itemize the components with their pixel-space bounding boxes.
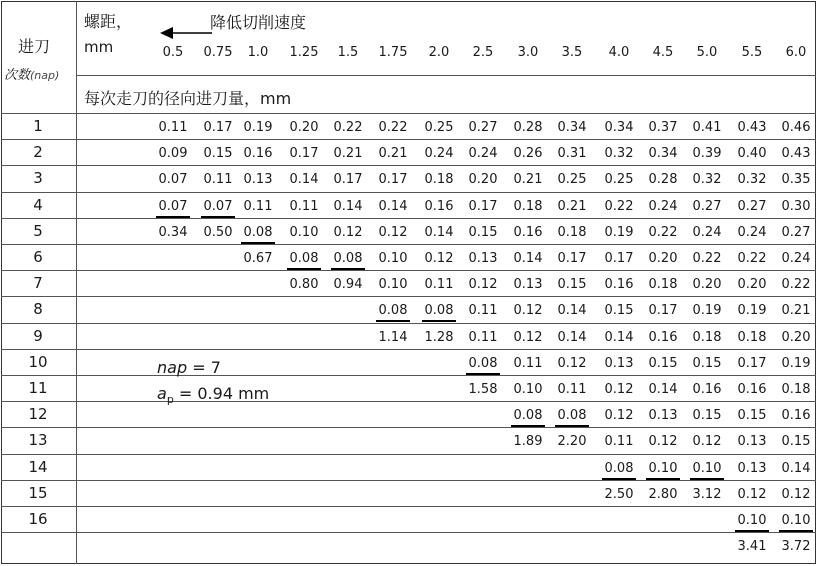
- feed-value-cell: 0.08: [557, 408, 587, 423]
- feed-value-cell: 0.08: [333, 251, 363, 266]
- feed-value-cell: 0.08: [468, 356, 498, 371]
- feed-label: 进刀: [18, 37, 51, 56]
- nap-value: = 7: [187, 358, 221, 377]
- feed-value-cell: 3.12: [692, 487, 722, 502]
- pitch-value: 2.5: [472, 45, 494, 60]
- pitch-label: 螺距，: [84, 12, 133, 31]
- row-number: 3: [33, 169, 43, 187]
- feed-value-cell: 0.16: [648, 330, 678, 345]
- feed-value-cell: 0.17: [468, 199, 498, 214]
- row-number: 12: [28, 405, 48, 423]
- pitch-value: 1.5: [337, 45, 359, 60]
- feed-value-cell: 0.32: [737, 172, 767, 187]
- feed-value-cell: 0.12: [424, 251, 454, 266]
- nap-note: [157, 358, 221, 377]
- row-divider: [1, 192, 816, 193]
- feed-value-cell: 0.41: [692, 120, 722, 135]
- feed-value-cell: 0.11: [468, 330, 498, 345]
- feed-value-cell: 0.24: [692, 225, 722, 240]
- feed-value-cell: 0.34: [557, 120, 587, 135]
- feed-value-cell: 0.12: [378, 225, 408, 240]
- feed-value-cell: 0.12: [333, 225, 363, 240]
- feed-value-cell: 0.18: [424, 172, 454, 187]
- feed-value-cell: 0.22: [781, 277, 811, 292]
- row-number: 1: [33, 117, 43, 135]
- feed-value-cell: 0.32: [604, 146, 634, 161]
- row-divider: [1, 349, 816, 350]
- feed-value-cell: 0.21: [333, 146, 363, 161]
- final-pass-underline: [690, 478, 724, 480]
- feed-value-cell: 0.43: [737, 120, 767, 135]
- pitch-unit: mm: [84, 38, 114, 56]
- feed-value-cell: 0.94: [333, 277, 363, 292]
- feed-value-cell: 0.16: [243, 146, 273, 161]
- row-divider: [1, 165, 816, 166]
- feed-value-cell: 0.08: [424, 303, 454, 318]
- feed-value-cell: 0.07: [158, 199, 188, 214]
- feed-value-cell: 0.43: [781, 146, 811, 161]
- feed-value-cell: 0.15: [557, 277, 587, 292]
- feed-value-cell: 0.31: [557, 146, 587, 161]
- final-pass-underline: [376, 320, 410, 322]
- feed-value-cell: 0.24: [781, 251, 811, 266]
- feed-value-cell: 0.15: [692, 356, 722, 371]
- feed-value-cell: 0.20: [289, 120, 319, 135]
- final-pass-underline: [201, 216, 235, 218]
- feed-value-cell: 0.16: [513, 225, 543, 240]
- row-number: 2: [33, 143, 43, 161]
- feed-value-cell: 0.27: [468, 120, 498, 135]
- pitch-value: 1.75: [378, 45, 408, 60]
- feed-value-cell: 0.10: [692, 461, 722, 476]
- feed-value-cell: 0.20: [781, 330, 811, 345]
- feed-value-cell: 0.40: [737, 146, 767, 161]
- feed-value-cell: 0.10: [378, 277, 408, 292]
- feed-value-cell: 0.24: [648, 199, 678, 214]
- feed-value-cell: 0.10: [737, 513, 767, 528]
- feed-value-cell: 0.14: [604, 330, 634, 345]
- feed-value-cell: 0.24: [424, 146, 454, 161]
- feed-value-cell: 0.16: [781, 408, 811, 423]
- feed-value-cell: 0.34: [648, 146, 678, 161]
- radial-feed-label: 每次走刀的径向进刀量，mm: [84, 89, 292, 108]
- feed-value-cell: 0.17: [557, 251, 587, 266]
- feed-value-cell: 0.46: [781, 120, 811, 135]
- feed-value-cell: 0.10: [378, 251, 408, 266]
- left-arrow-icon: [160, 26, 212, 40]
- feed-value-cell: 0.12: [604, 408, 634, 423]
- feed-value-cell: 3.72: [781, 539, 811, 554]
- feed-value-cell: 0.12: [692, 434, 722, 449]
- feed-value-cell: 0.25: [557, 172, 587, 187]
- feed-value-cell: 2.20: [557, 434, 587, 449]
- row-number: 6: [33, 248, 43, 266]
- final-pass-underline: [287, 268, 321, 270]
- row-divider: [1, 506, 816, 507]
- feed-value-cell: 2.50: [604, 487, 634, 502]
- header-divider: [76, 75, 816, 76]
- feed-value-cell: 0.19: [692, 303, 722, 318]
- feed-value-cell: 0.08: [378, 303, 408, 318]
- feed-value-cell: 0.17: [648, 303, 678, 318]
- feed-value-cell: 0.20: [692, 277, 722, 292]
- feed-value-cell: 0.11: [158, 120, 188, 135]
- feed-value-cell: 0.21: [781, 303, 811, 318]
- feed-value-cell: 0.13: [737, 434, 767, 449]
- ap-value: = 0.94 mm: [173, 384, 270, 403]
- feed-value-cell: 0.08: [289, 251, 319, 266]
- final-pass-underline: [779, 530, 813, 532]
- feed-value-cell: 0.16: [737, 382, 767, 397]
- row-number: 13: [28, 431, 48, 449]
- row-divider: [1, 480, 816, 481]
- feed-value-cell: 0.18: [648, 277, 678, 292]
- feed-value-cell: 0.19: [243, 120, 273, 135]
- feed-value-cell: 0.10: [289, 225, 319, 240]
- feed-value-cell: 0.11: [203, 172, 233, 187]
- final-pass-underline: [646, 478, 680, 480]
- row-number: 11: [28, 379, 48, 397]
- feed-value-cell: 0.25: [424, 120, 454, 135]
- row-divider: [1, 427, 816, 428]
- feed-value-cell: 0.22: [648, 225, 678, 240]
- row-divider: [1, 401, 816, 402]
- feed-value-cell: 0.11: [468, 303, 498, 318]
- feed-value-cell: 0.15: [604, 303, 634, 318]
- feed-value-cell: 0.09: [158, 146, 188, 161]
- feed-value-cell: 0.11: [424, 277, 454, 292]
- pitch-value: 5.5: [741, 45, 763, 60]
- feed-value-cell: 0.14: [781, 461, 811, 476]
- final-pass-underline: [555, 425, 589, 427]
- feed-value-cell: 0.13: [604, 356, 634, 371]
- feed-value-cell: 0.67: [243, 251, 273, 266]
- feed-value-cell: 0.22: [692, 251, 722, 266]
- feed-value-cell: 0.27: [692, 199, 722, 214]
- feed-value-cell: 0.10: [513, 382, 543, 397]
- pitch-value: 3.5: [561, 45, 583, 60]
- feed-value-cell: 0.07: [203, 199, 233, 214]
- row-divider: [1, 454, 816, 455]
- feed-value-cell: 0.30: [781, 199, 811, 214]
- feed-value-cell: 0.24: [468, 146, 498, 161]
- pitch-value: 1.0: [247, 45, 269, 60]
- feed-value-cell: 0.80: [289, 277, 319, 292]
- feed-value-cell: 0.21: [513, 172, 543, 187]
- feed-value-cell: 0.14: [648, 382, 678, 397]
- feed-value-cell: 0.39: [692, 146, 722, 161]
- pitch-value: 3.0: [517, 45, 539, 60]
- feed-value-cell: 0.13: [468, 251, 498, 266]
- feed-value-cell: 0.20: [468, 172, 498, 187]
- feed-value-cell: 0.20: [737, 277, 767, 292]
- ap-subscript: p: [166, 393, 174, 407]
- row-number: 10: [28, 353, 48, 371]
- feed-value-cell: 0.17: [203, 120, 233, 135]
- count-abbr: (nap): [30, 69, 60, 82]
- speed-note: 降低切削速度: [210, 13, 307, 32]
- row-divider: [1, 532, 816, 533]
- feed-value-cell: 0.18: [692, 330, 722, 345]
- feed-value-cell: 0.34: [158, 225, 188, 240]
- feed-value-cell: 0.11: [513, 356, 543, 371]
- feed-value-cell: 0.16: [424, 199, 454, 214]
- final-pass-underline: [422, 320, 456, 322]
- pitch-value: 4.0: [608, 45, 630, 60]
- row-divider: [1, 296, 816, 297]
- feed-value-cell: 0.10: [648, 461, 678, 476]
- pitch-value: 2.0: [428, 45, 450, 60]
- feed-value-cell: 0.14: [424, 225, 454, 240]
- feed-value-cell: 0.21: [378, 146, 408, 161]
- feed-value-cell: 3.41: [737, 539, 767, 554]
- row-divider: [1, 323, 816, 324]
- feed-value-cell: 0.14: [289, 172, 319, 187]
- feed-value-cell: 0.19: [737, 303, 767, 318]
- row-divider: [1, 270, 816, 271]
- feed-value-cell: 0.08: [243, 225, 273, 240]
- feed-value-cell: 0.17: [333, 172, 363, 187]
- feed-value-cell: 0.19: [604, 225, 634, 240]
- feed-value-cell: 0.34: [604, 120, 634, 135]
- row-divider: [1, 244, 816, 245]
- feed-value-cell: 1.58: [468, 382, 498, 397]
- feed-value-cell: 0.11: [604, 434, 634, 449]
- feed-value-cell: 0.22: [604, 199, 634, 214]
- feed-value-cell: 0.12: [737, 487, 767, 502]
- row-number: 7: [33, 274, 43, 292]
- feed-value-cell: 0.17: [737, 356, 767, 371]
- feed-value-cell: 0.17: [378, 172, 408, 187]
- feed-value-cell: 0.25: [604, 172, 634, 187]
- feed-value-cell: 0.35: [781, 172, 811, 187]
- feed-value-cell: 0.15: [648, 356, 678, 371]
- feed-value-cell: 0.18: [737, 330, 767, 345]
- feed-value-cell: 0.24: [737, 225, 767, 240]
- feed-value-cell: 0.14: [333, 199, 363, 214]
- feed-value-cell: 0.18: [781, 382, 811, 397]
- feed-value-cell: 0.11: [289, 199, 319, 214]
- header-bottom-border: [1, 113, 816, 114]
- feed-value-cell: 0.12: [604, 382, 634, 397]
- feed-value-cell: 0.22: [378, 120, 408, 135]
- feed-value-cell: 0.15: [203, 146, 233, 161]
- final-pass-underline: [466, 373, 500, 375]
- feed-value-cell: 0.26: [513, 146, 543, 161]
- pitch-value: 0.5: [162, 45, 184, 60]
- feed-value-cell: 0.15: [692, 408, 722, 423]
- feed-value-cell: 0.50: [203, 225, 233, 240]
- final-pass-underline: [511, 425, 545, 427]
- feed-value-cell: 0.08: [604, 461, 634, 476]
- feed-value-cell: 0.28: [513, 120, 543, 135]
- row-divider: [1, 375, 816, 376]
- feed-value-cell: 0.22: [737, 251, 767, 266]
- feed-value-cell: 0.18: [557, 225, 587, 240]
- feed-value-cell: 0.13: [513, 277, 543, 292]
- feed-value-cell: 0.32: [692, 172, 722, 187]
- feed-value-cell: 0.08: [513, 408, 543, 423]
- row-number: 16: [28, 510, 48, 528]
- feed-value-cell: 0.11: [243, 199, 273, 214]
- feed-value-cell: 0.13: [648, 408, 678, 423]
- count-label: [4, 64, 59, 83]
- feed-value-cell: 0.12: [648, 434, 678, 449]
- pitch-value: 4.5: [652, 45, 674, 60]
- feed-value-cell: 0.19: [781, 356, 811, 371]
- feed-value-cell: 0.12: [781, 487, 811, 502]
- pitch-value: 1.25: [289, 45, 319, 60]
- feed-value-cell: 0.12: [468, 277, 498, 292]
- row-number: 14: [28, 458, 48, 476]
- feed-value-cell: 0.22: [333, 120, 363, 135]
- feed-value-cell: 0.11: [557, 382, 587, 397]
- feed-value-cell: 0.07: [158, 172, 188, 187]
- feed-value-cell: 0.20: [648, 251, 678, 266]
- feed-value-cell: 1.14: [378, 330, 408, 345]
- final-pass-underline: [241, 242, 275, 244]
- nap-symbol: nap: [157, 358, 188, 377]
- row-divider: [1, 139, 816, 140]
- feed-value-cell: 0.13: [243, 172, 273, 187]
- row-divider: [1, 218, 816, 219]
- row-number: 15: [28, 484, 48, 502]
- feed-value-cell: 0.12: [513, 303, 543, 318]
- row-number: 9: [33, 327, 43, 345]
- feed-value-cell: 1.28: [424, 330, 454, 345]
- pitch-value: 0.75: [203, 45, 233, 60]
- feed-value-cell: 0.14: [513, 251, 543, 266]
- feed-value-cell: 0.12: [513, 330, 543, 345]
- feed-value-cell: 0.27: [781, 225, 811, 240]
- feed-value-cell: 0.14: [378, 199, 408, 214]
- feed-value-cell: 1.89: [513, 434, 543, 449]
- pitch-value: 6.0: [785, 45, 807, 60]
- feed-value-cell: 0.16: [692, 382, 722, 397]
- feed-value-cell: 0.21: [557, 199, 587, 214]
- feed-value-cell: 0.13: [737, 461, 767, 476]
- feed-value-cell: 0.37: [648, 120, 678, 135]
- count-label-zh: 次数: [4, 68, 31, 83]
- feed-value-cell: 0.14: [557, 303, 587, 318]
- feed-value-cell: 0.12: [557, 356, 587, 371]
- feed-value-cell: 0.17: [289, 146, 319, 161]
- final-pass-underline: [602, 478, 636, 480]
- feed-value-cell: 0.15: [737, 408, 767, 423]
- feed-value-cell: 0.17: [604, 251, 634, 266]
- final-pass-underline: [735, 530, 769, 532]
- row-number: 5: [33, 222, 43, 240]
- final-pass-underline: [331, 268, 365, 270]
- feed-value-cell: 2.80: [648, 487, 678, 502]
- row-number: 4: [33, 196, 43, 214]
- ap-symbol: a: [157, 384, 167, 403]
- feed-value-cell: 0.10: [781, 513, 811, 528]
- final-pass-underline: [156, 216, 190, 218]
- feed-value-cell: 0.14: [557, 330, 587, 345]
- pitch-value: 5.0: [696, 45, 718, 60]
- feed-value-cell: 0.15: [781, 434, 811, 449]
- feed-value-cell: 0.18: [513, 199, 543, 214]
- ap-note: [157, 384, 269, 406]
- feed-value-cell: 0.27: [737, 199, 767, 214]
- feed-value-cell: 0.15: [468, 225, 498, 240]
- feed-value-cell: 0.28: [648, 172, 678, 187]
- feed-value-cell: 0.16: [604, 277, 634, 292]
- row-number: 8: [33, 300, 43, 318]
